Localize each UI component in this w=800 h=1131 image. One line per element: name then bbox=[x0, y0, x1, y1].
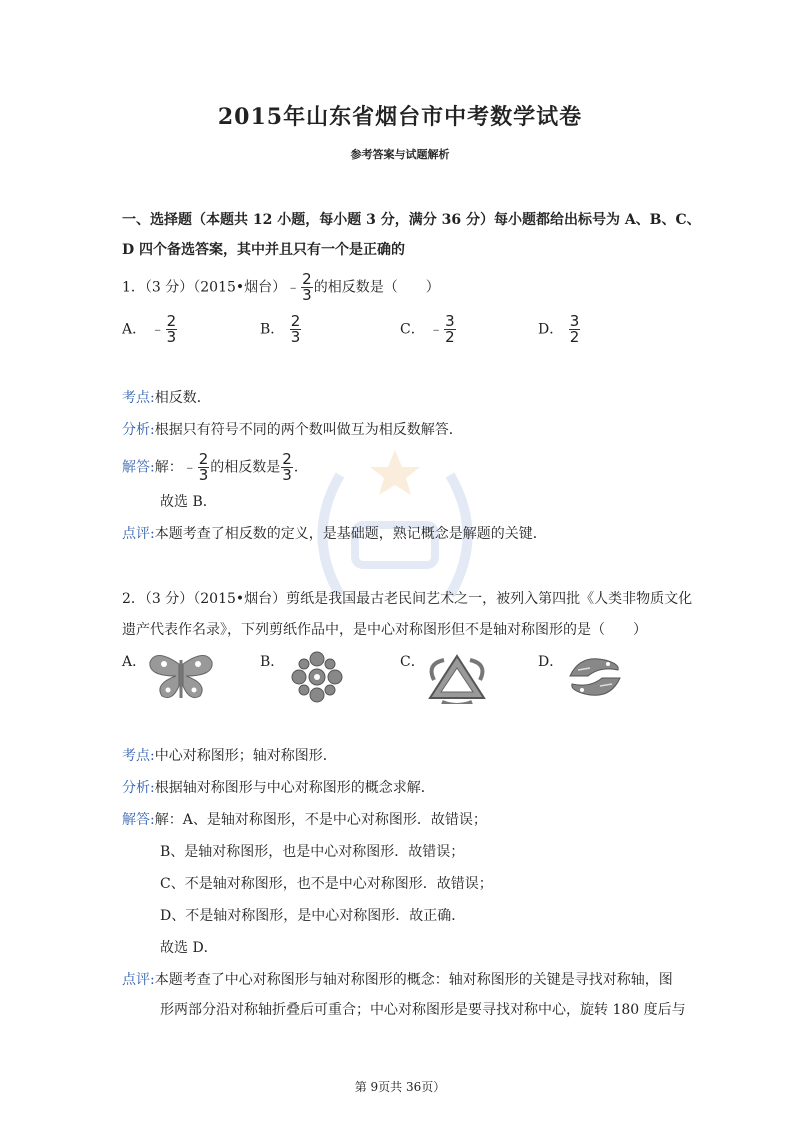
dianping-label: 点评: bbox=[122, 972, 155, 988]
q2-kaodian bbox=[122, 746, 337, 766]
question-1-prefix: 1．（3 分）（2015•烟台）﹣ bbox=[122, 279, 301, 296]
page-footer: 第 9页共 36页） bbox=[354, 1080, 446, 1094]
fraction-denominator: 3 bbox=[166, 328, 177, 346]
fraction-denominator: 3 bbox=[290, 328, 301, 346]
q1-fenxi bbox=[122, 420, 463, 440]
dianping-text-2: 形两部分沿对称轴折叠后可重合；中心对称图形是要寻找对称中心，旋转 180 度后与 bbox=[160, 1002, 686, 1018]
kaodian-label: 考点: bbox=[122, 748, 155, 764]
q1-guxuan: 故选 B． bbox=[160, 494, 217, 510]
section-heading-line2: D 四个备选答案，其中并且只有一个是正确的 bbox=[122, 242, 406, 258]
q1-dianping bbox=[122, 524, 547, 544]
question-2-option-d-label: D． bbox=[538, 654, 564, 670]
question-1-suffix: 的相反数是（ ） bbox=[313, 279, 440, 296]
fraction-numerator: 2 bbox=[282, 450, 292, 468]
dianping-text: 本题考查了相反数的定义，是基础题，熟记概念是解题的关键． bbox=[154, 526, 547, 542]
dianping-label: 点评: bbox=[122, 526, 155, 542]
fraction-numerator: 2 bbox=[198, 450, 209, 468]
fenxi-text: 根据只有符号不同的两个数叫做互为相反数解答． bbox=[154, 422, 463, 438]
option-fraction bbox=[290, 314, 302, 345]
document-title: 2015年山东省烟台市中考数学试卷 bbox=[217, 104, 583, 130]
fenxi-label: 分析: bbox=[122, 422, 155, 438]
fenxi-text: 根据轴对称图形与中心对称图形的概念求解． bbox=[154, 780, 435, 796]
jieda-line-5: 故选 D． bbox=[160, 940, 218, 956]
option-fraction bbox=[166, 314, 178, 345]
section-heading-line1: 一、选择题（本题共 12 小题，每小题 3 分，满分 36 分）每小题都给出标号为 A、B、C、 bbox=[122, 212, 701, 228]
jieda-line-1: 解：A、是轴对称图形，不是中心对称图形．故错误； bbox=[154, 812, 487, 828]
option-label: C． bbox=[400, 321, 425, 338]
triangle-paper-cut-icon bbox=[422, 650, 492, 704]
jieda-line-2: B、是轴对称图形，也是中心对称图形．故错误； bbox=[160, 844, 465, 860]
option-fraction bbox=[569, 314, 581, 345]
jieda-middle: 的相反数是 bbox=[210, 459, 281, 476]
option-sign: ﹣ bbox=[150, 321, 165, 338]
fraction-numerator: 3 bbox=[445, 312, 455, 330]
kaodian-text: 相反数． bbox=[154, 390, 211, 406]
fraction-numerator: 2 bbox=[166, 312, 177, 330]
kaodian-label: 考点: bbox=[122, 390, 155, 406]
jieda-label: 解答: bbox=[122, 459, 155, 476]
question-1-option-d bbox=[538, 314, 581, 345]
question-1-stem bbox=[122, 272, 440, 303]
fraction-denominator: 3 bbox=[282, 466, 292, 484]
jieda-prefix: 解：﹣ bbox=[154, 459, 197, 476]
fraction-denominator: 3 bbox=[198, 466, 209, 484]
butterfly-paper-cut-icon bbox=[146, 650, 216, 704]
document-subtitle: 参考答案与试题解析 bbox=[350, 148, 450, 161]
fenxi-label: 分析: bbox=[122, 780, 155, 796]
option-fraction bbox=[444, 314, 456, 345]
question-2-stem-line1: 2．（3 分）（2015•烟台）剪纸是我国最古老民间艺术之一，被列入第四批《人类非物质文化 bbox=[122, 591, 693, 607]
kaodian-text: 中心对称图形；轴对称图形． bbox=[154, 748, 337, 764]
dianping-text-1: 本题考查了中心对称图形与轴对称图形的概念：轴对称图形的关键是寻找对称轴，图 bbox=[154, 972, 673, 988]
jieda-line-3: C、不是轴对称图形，也不是中心对称图形．故错误； bbox=[160, 876, 493, 892]
question-1-fraction bbox=[301, 272, 313, 303]
question-2-option-b-label: B． bbox=[260, 654, 285, 670]
jieda-line-4: D、不是轴对称图形，是中心对称图形．故正确． bbox=[160, 908, 466, 924]
jieda-end: ． bbox=[293, 459, 308, 476]
question-1-option-c bbox=[400, 314, 457, 345]
q2-fenxi bbox=[122, 778, 435, 798]
q1-kaodian bbox=[122, 388, 211, 408]
fraction-numerator: 2 bbox=[290, 312, 301, 330]
fraction-numerator: 2 bbox=[302, 270, 312, 288]
q2-dianping bbox=[122, 970, 673, 990]
question-2-option-c-label: C． bbox=[400, 654, 425, 670]
jieda-fraction-1 bbox=[198, 452, 210, 483]
flower-paper-cut-icon bbox=[282, 650, 352, 704]
q2-jieda bbox=[122, 810, 487, 830]
question-1-option-a bbox=[122, 314, 178, 345]
fraction-denominator: 2 bbox=[445, 328, 455, 346]
q1-jieda bbox=[122, 452, 308, 483]
fish-paper-cut-icon bbox=[560, 650, 630, 704]
question-2-option-a-label: A． bbox=[122, 654, 147, 670]
fraction-denominator: 3 bbox=[302, 286, 312, 304]
question-1-option-b bbox=[260, 314, 302, 345]
option-label: D． bbox=[538, 321, 564, 338]
option-sign: ﹣ bbox=[429, 321, 444, 338]
jieda-fraction-2 bbox=[281, 452, 293, 483]
fraction-denominator: 2 bbox=[569, 328, 580, 346]
question-2-stem-line2: 遗产代表作名录》，下列剪纸作品中，是中心对称图形但不是轴对称图形的是（ ） bbox=[122, 622, 647, 638]
option-label: B． bbox=[260, 321, 285, 338]
option-label: A． bbox=[122, 321, 147, 338]
fraction-numerator: 3 bbox=[569, 312, 580, 330]
jieda-label: 解答: bbox=[122, 812, 155, 828]
